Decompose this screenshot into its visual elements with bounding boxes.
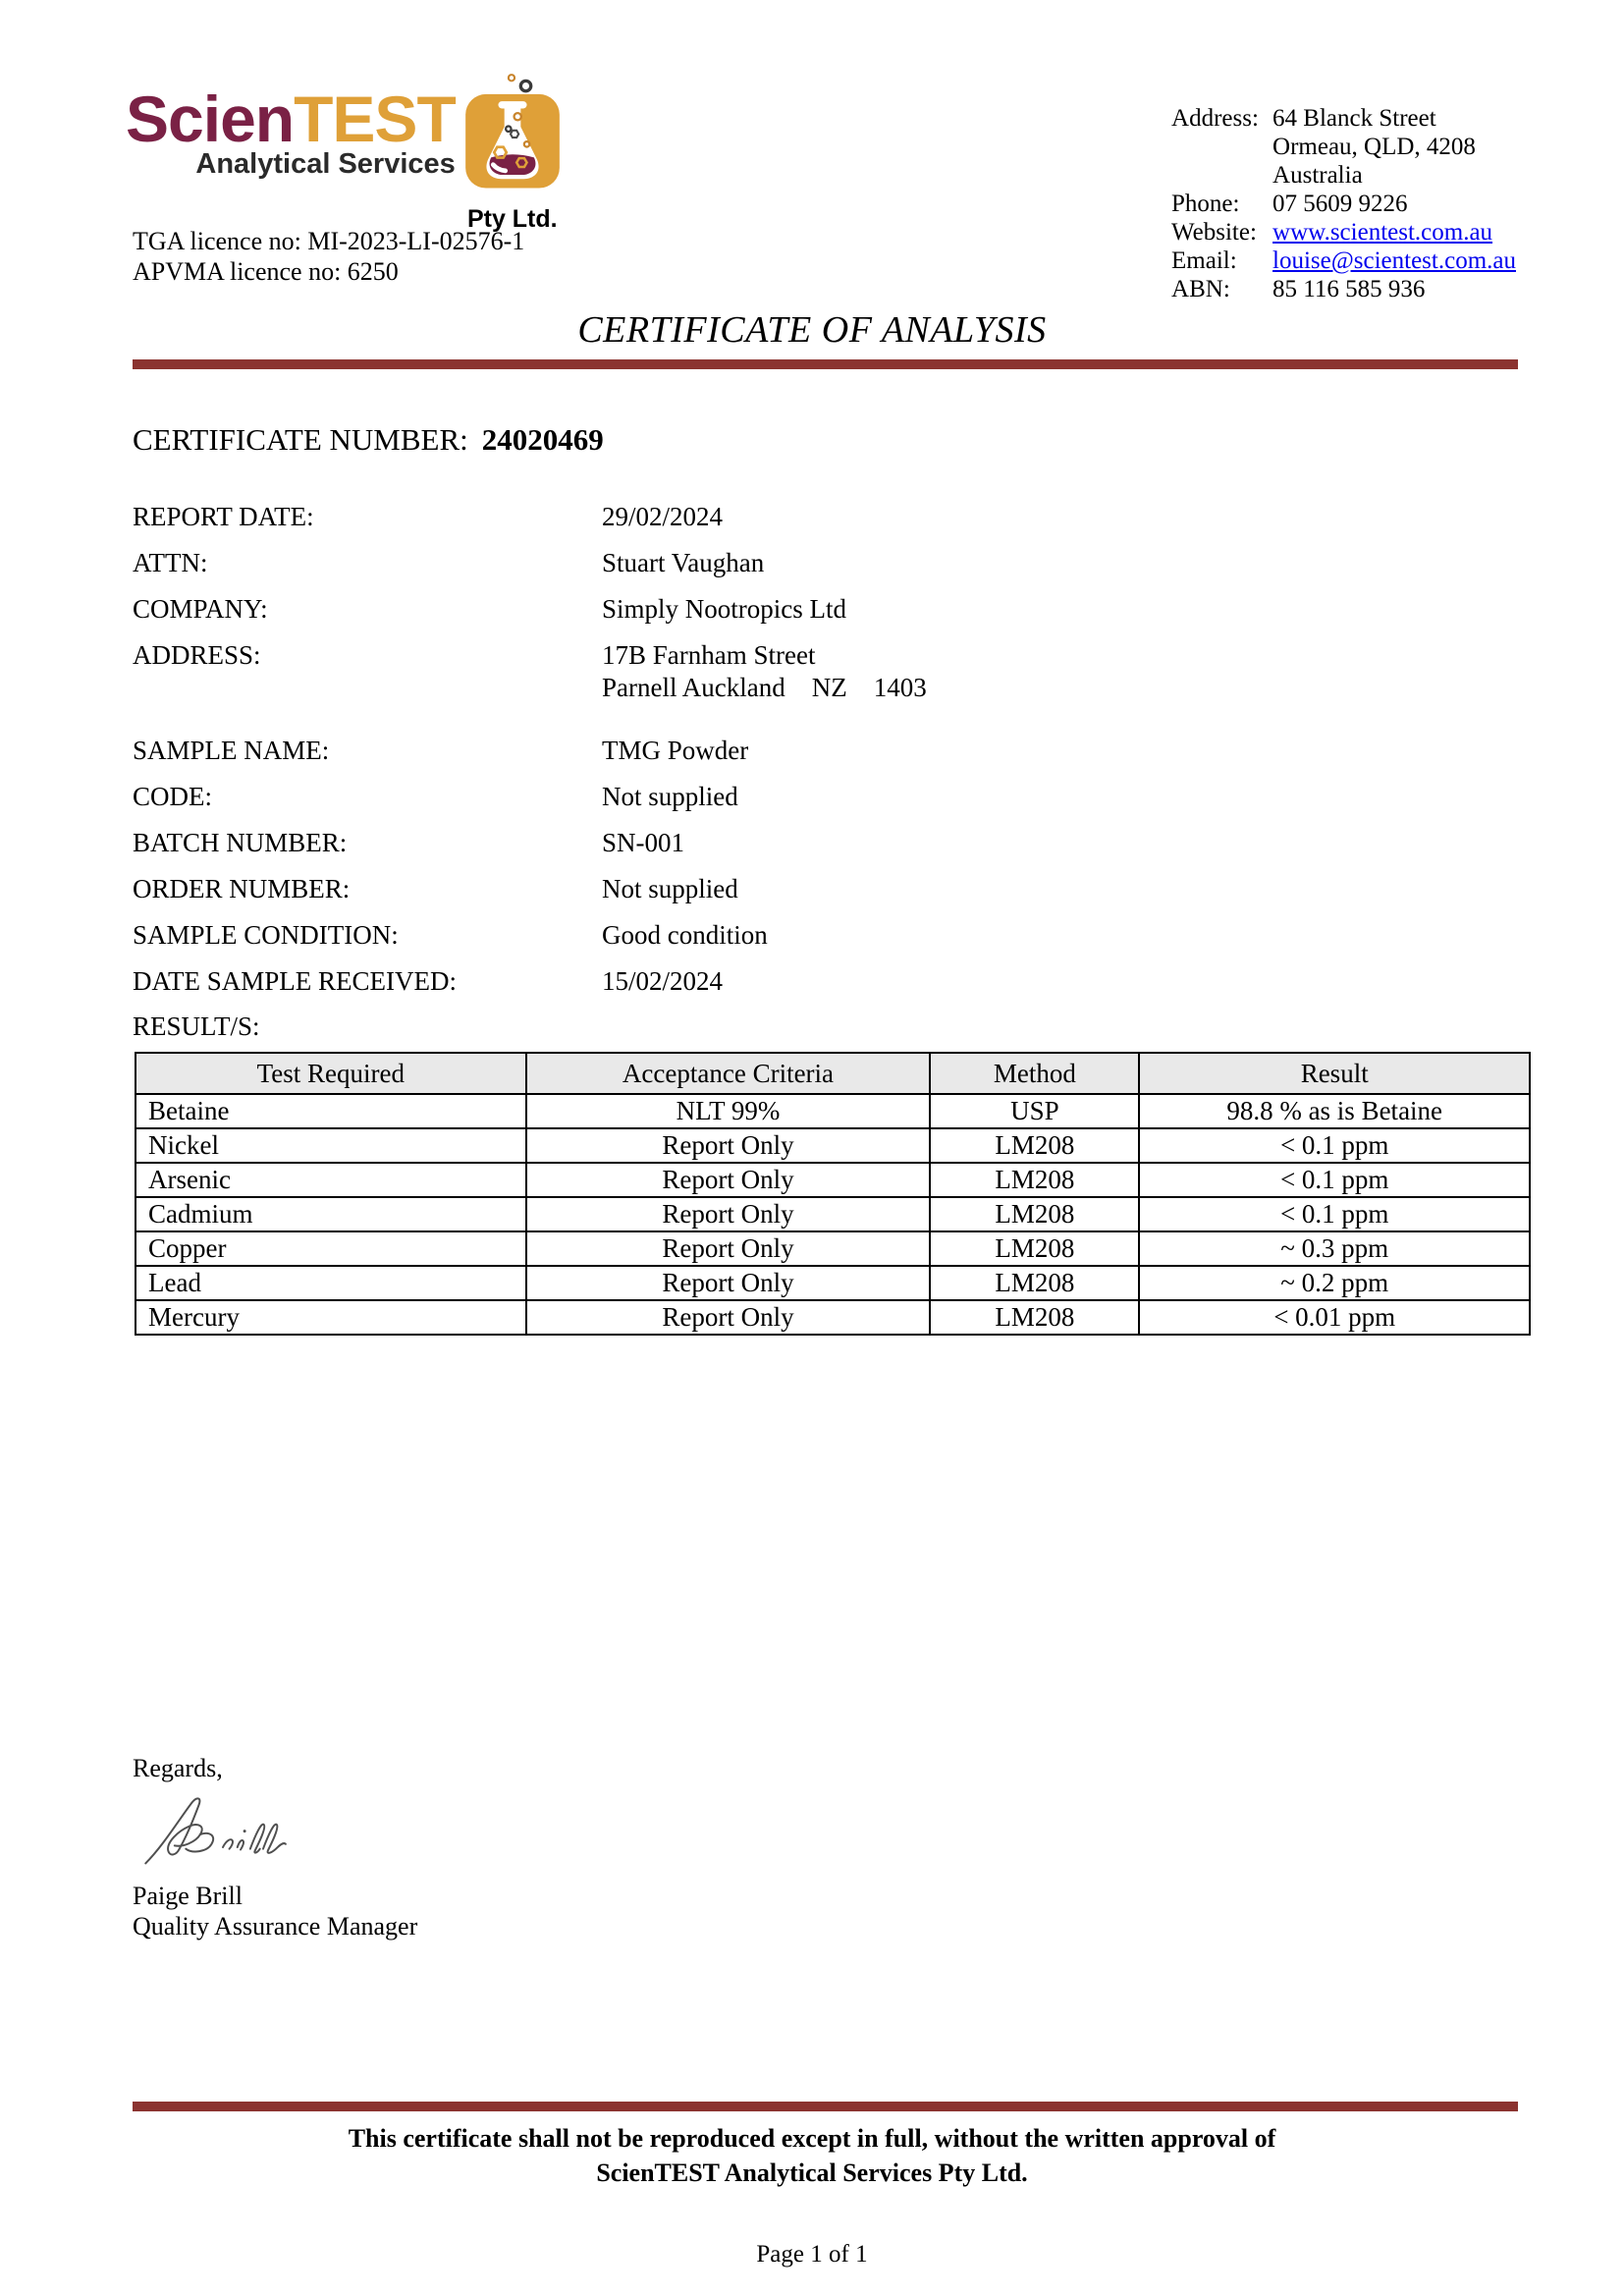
field-row <box>133 501 1624 533</box>
table-row <box>135 1128 1530 1163</box>
field-row <box>133 919 1624 952</box>
field-label: CODE: <box>133 782 212 811</box>
table-row <box>135 1231 1530 1266</box>
contact-block <box>1171 104 1516 303</box>
logo-pty-ltd: Pty Ltd. <box>466 205 558 233</box>
results-table-body <box>135 1094 1530 1335</box>
field-value: Good condition <box>602 920 768 950</box>
field-value: Not supplied <box>602 782 738 811</box>
field-label: DATE SAMPLE RECEIVED: <box>133 966 457 996</box>
field-row <box>133 965 1624 998</box>
contact-value: 07 5609 9226 <box>1272 191 1408 217</box>
table-cell: USP <box>930 1094 1139 1128</box>
table-cell: Nickel <box>135 1128 526 1163</box>
table-cell: ~ 0.2 ppm <box>1139 1266 1530 1300</box>
column-header-test-required: Test Required <box>135 1053 526 1094</box>
signature-image <box>138 1789 1624 1877</box>
contact-label: Website: <box>1171 219 1257 246</box>
contact-link[interactable]: louise@scientest.com.au <box>1272 247 1516 274</box>
logo-word-scien: Scien <box>126 82 295 155</box>
title-divider <box>133 359 1518 369</box>
contact-link[interactable]: www.scientest.com.au <box>1272 219 1493 246</box>
footer-notice <box>0 2121 1624 2190</box>
flask-icon <box>461 73 564 203</box>
certificate-number-value: 24020469 <box>481 422 604 457</box>
field-row <box>133 639 1624 704</box>
table-cell: Report Only <box>526 1197 931 1231</box>
table-cell: LM208 <box>930 1300 1139 1335</box>
table-row <box>135 1197 1530 1231</box>
table-cell: LM208 <box>930 1266 1139 1300</box>
field-label: BATCH NUMBER: <box>133 828 348 857</box>
table-cell: ~ 0.3 ppm <box>1139 1231 1530 1266</box>
logo-word-test: TEST <box>294 82 456 155</box>
contact-label: Address: <box>1171 105 1259 132</box>
column-header-acceptance-criteria: Acceptance Criteria <box>526 1053 931 1094</box>
table-cell: Cadmium <box>135 1197 526 1231</box>
field-label: SAMPLE NAME: <box>133 736 330 765</box>
table-cell: LM208 <box>930 1128 1139 1163</box>
results-label: RESULT/S: <box>133 1011 260 1041</box>
field-row <box>133 873 1624 905</box>
field-value: Simply Nootropics Ltd <box>602 594 846 624</box>
contact-value: 64 Blanck Street Ormeau, QLD, 4208 Australia <box>1272 105 1476 189</box>
field-row <box>133 593 1624 626</box>
field-row <box>133 781 1624 813</box>
contact-label: Email: <box>1171 247 1237 274</box>
table-cell: Mercury <box>135 1300 526 1335</box>
table-cell: LM208 <box>930 1197 1139 1231</box>
table-cell: < 0.1 ppm <box>1139 1128 1530 1163</box>
field-label: REPORT DATE: <box>133 502 314 531</box>
table-cell: LM208 <box>930 1231 1139 1266</box>
footer-notice-line1: This certificate shall not be reproduced except in full, without the written approval of <box>348 2124 1276 2153</box>
table-header-row <box>135 1053 1530 1094</box>
field-value: 15/02/2024 <box>602 966 724 996</box>
column-header-result: Result <box>1139 1053 1530 1094</box>
table-cell: Report Only <box>526 1231 931 1266</box>
table-cell: LM208 <box>930 1163 1139 1197</box>
signatory-role: Quality Assurance Manager <box>133 1912 418 1941</box>
document-title: CERTIFICATE OF ANALYSIS <box>577 309 1047 351</box>
table-cell: 98.8 % as is Betaine <box>1139 1094 1530 1128</box>
field-value: SN-001 <box>602 828 685 857</box>
field-label: COMPANY: <box>133 594 268 624</box>
field-value: 29/02/2024 <box>602 502 724 531</box>
table-cell: Report Only <box>526 1266 931 1300</box>
signoff-block <box>133 1753 1624 1941</box>
contact-row <box>1171 218 1516 246</box>
contact-row <box>1171 275 1516 303</box>
apvma-licence: APVMA licence no: 6250 <box>133 257 399 286</box>
field-row <box>133 827 1624 859</box>
table-cell: Betaine <box>135 1094 526 1128</box>
certificate-number-line <box>133 422 1624 458</box>
licence-block <box>133 226 524 287</box>
logo-subtitle: Analytical Services <box>195 148 456 180</box>
field-value: Not supplied <box>602 874 738 903</box>
logo-wordmark <box>126 82 456 155</box>
table-cell: Report Only <box>526 1163 931 1197</box>
sample-fields <box>133 501 1624 998</box>
table-cell: < 0.1 ppm <box>1139 1163 1530 1197</box>
contact-row <box>1171 190 1516 218</box>
certificate-number-label: CERTIFICATE NUMBER: <box>133 422 468 457</box>
field-label: ADDRESS: <box>133 640 261 670</box>
contact-row <box>1171 104 1516 190</box>
table-row <box>135 1300 1530 1335</box>
table-cell: Copper <box>135 1231 526 1266</box>
column-header-method: Method <box>930 1053 1139 1094</box>
field-row <box>133 735 1624 767</box>
table-cell: NLT 99% <box>526 1094 931 1128</box>
page-header <box>0 0 1624 304</box>
field-row <box>133 547 1624 579</box>
footer-notice-line2: ScienTEST Analytical Services Pty Ltd. <box>596 2159 1028 2187</box>
table-cell: < 0.01 ppm <box>1139 1300 1530 1335</box>
field-value: 17B Farnham Street Parnell Auckland NZ 1403 <box>602 640 927 702</box>
table-row <box>135 1163 1530 1197</box>
table-cell: Arsenic <box>135 1163 526 1197</box>
page-number: Page 1 of 1 <box>756 2241 868 2268</box>
signatory-name: Paige Brill <box>133 1882 243 1910</box>
table-row <box>135 1094 1530 1128</box>
company-logo <box>126 82 564 234</box>
field-label: ORDER NUMBER: <box>133 874 351 903</box>
field-value: TMG Powder <box>602 736 749 765</box>
contact-label: ABN: <box>1171 276 1230 302</box>
contact-label: Phone: <box>1171 191 1240 217</box>
field-value: Stuart Vaughan <box>602 548 765 577</box>
contact-row <box>1171 246 1516 275</box>
field-label: ATTN: <box>133 548 208 577</box>
results-table <box>135 1052 1531 1336</box>
tga-licence: TGA licence no: MI-2023-LI-02576-1 <box>133 227 525 255</box>
table-cell: Report Only <box>526 1128 931 1163</box>
contact-value: 85 116 585 936 <box>1272 276 1426 302</box>
table-cell: Report Only <box>526 1300 931 1335</box>
regards-text: Regards, <box>133 1754 223 1782</box>
table-cell: < 0.1 ppm <box>1139 1197 1530 1231</box>
table-cell: Lead <box>135 1266 526 1300</box>
footer-divider <box>133 2102 1518 2111</box>
field-label: SAMPLE CONDITION: <box>133 920 399 950</box>
table-row <box>135 1266 1530 1300</box>
